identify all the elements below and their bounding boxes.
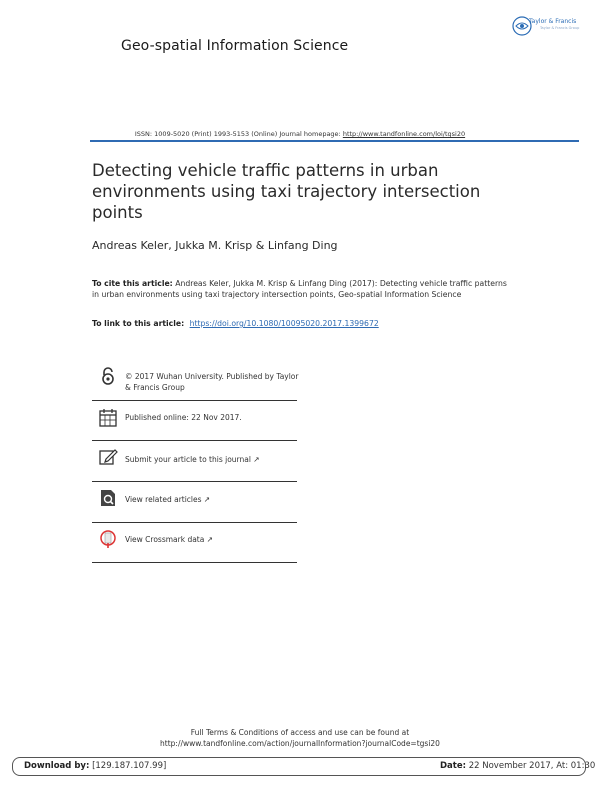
download-date	[440, 761, 595, 771]
crossmark-label: View Crossmark data	[125, 535, 205, 544]
cite-text: Andreas Keler, Jukka M. Krisp & Linfang Ding (2017): Detecting vehicle traffic patterns in urban environments using taxi trajectory intersection points, Geo-spatial Information Science	[92, 279, 507, 300]
link-label: To link to this article:	[92, 319, 185, 328]
citation	[92, 278, 512, 301]
downloaded-by-label: Download by:	[24, 761, 90, 771]
terms-line-2[interactable]: http://www.tandfonline.com/action/journalInformation?journalCode=tgsi20	[160, 739, 440, 748]
logo-tagline: Taylor & Francis Group	[540, 26, 580, 30]
journal-homepage-link[interactable]: http://www.tandfonline.com/loi/tgsi20	[342, 130, 466, 138]
row-divider	[92, 522, 297, 523]
downloaded-by-value: [129.187.107.99]	[92, 761, 167, 771]
related-articles-label: View related articles	[125, 495, 202, 504]
authors: Andreas Keler, Jukka M. Krisp & Linfang Ding	[92, 239, 338, 252]
published-online: Published online: 22 Nov 2017.	[125, 413, 242, 422]
date-value: 22 November 2017, At: 01:30	[468, 761, 596, 771]
related-articles-icon	[98, 488, 118, 508]
date-label: Date:	[440, 761, 467, 771]
article-link	[92, 319, 379, 328]
external-link-icon: ↗	[253, 455, 260, 464]
row-divider	[92, 400, 297, 401]
external-link-icon: ↗	[206, 535, 214, 544]
open-access-icon	[98, 366, 118, 386]
crossmark-icon	[98, 529, 118, 549]
article-title: Detecting vehicle traffic patterns in urban environments using taxi trajectory intersection points	[92, 161, 481, 222]
row-divider	[92, 440, 297, 441]
journal-title: Geo-spatial Information Science	[121, 38, 349, 54]
downloaded-by	[24, 761, 166, 771]
row-divider	[92, 562, 297, 563]
cite-label: To cite this article:	[92, 279, 173, 288]
terms-line-1: Full Terms & Conditions of access and use can be found at	[190, 728, 410, 737]
logo-name: Taylor & Francis	[529, 18, 577, 25]
issn-text: ISSN: 1009-5020 (Print) 1993-5153 (Online) Journal homepage:	[134, 130, 341, 138]
related-articles-link[interactable]	[125, 495, 300, 506]
terms-footer	[0, 727, 600, 749]
submit-article-link[interactable]	[125, 455, 300, 466]
external-link-icon: ↗	[203, 495, 211, 504]
row-divider	[92, 481, 297, 482]
issn-line	[0, 130, 600, 138]
license-text: © 2017 Wuhan University. Published by Taylor & Francis Group	[125, 372, 299, 392]
crossmark-link[interactable]	[125, 535, 300, 546]
edit-icon	[98, 447, 118, 467]
calendar-icon	[98, 408, 118, 428]
header-divider	[90, 140, 579, 142]
submit-article-label: Submit your article to this journal	[125, 455, 251, 464]
doi-link[interactable]: https://doi.org/10.1080/10095020.2017.1399672	[189, 319, 379, 328]
